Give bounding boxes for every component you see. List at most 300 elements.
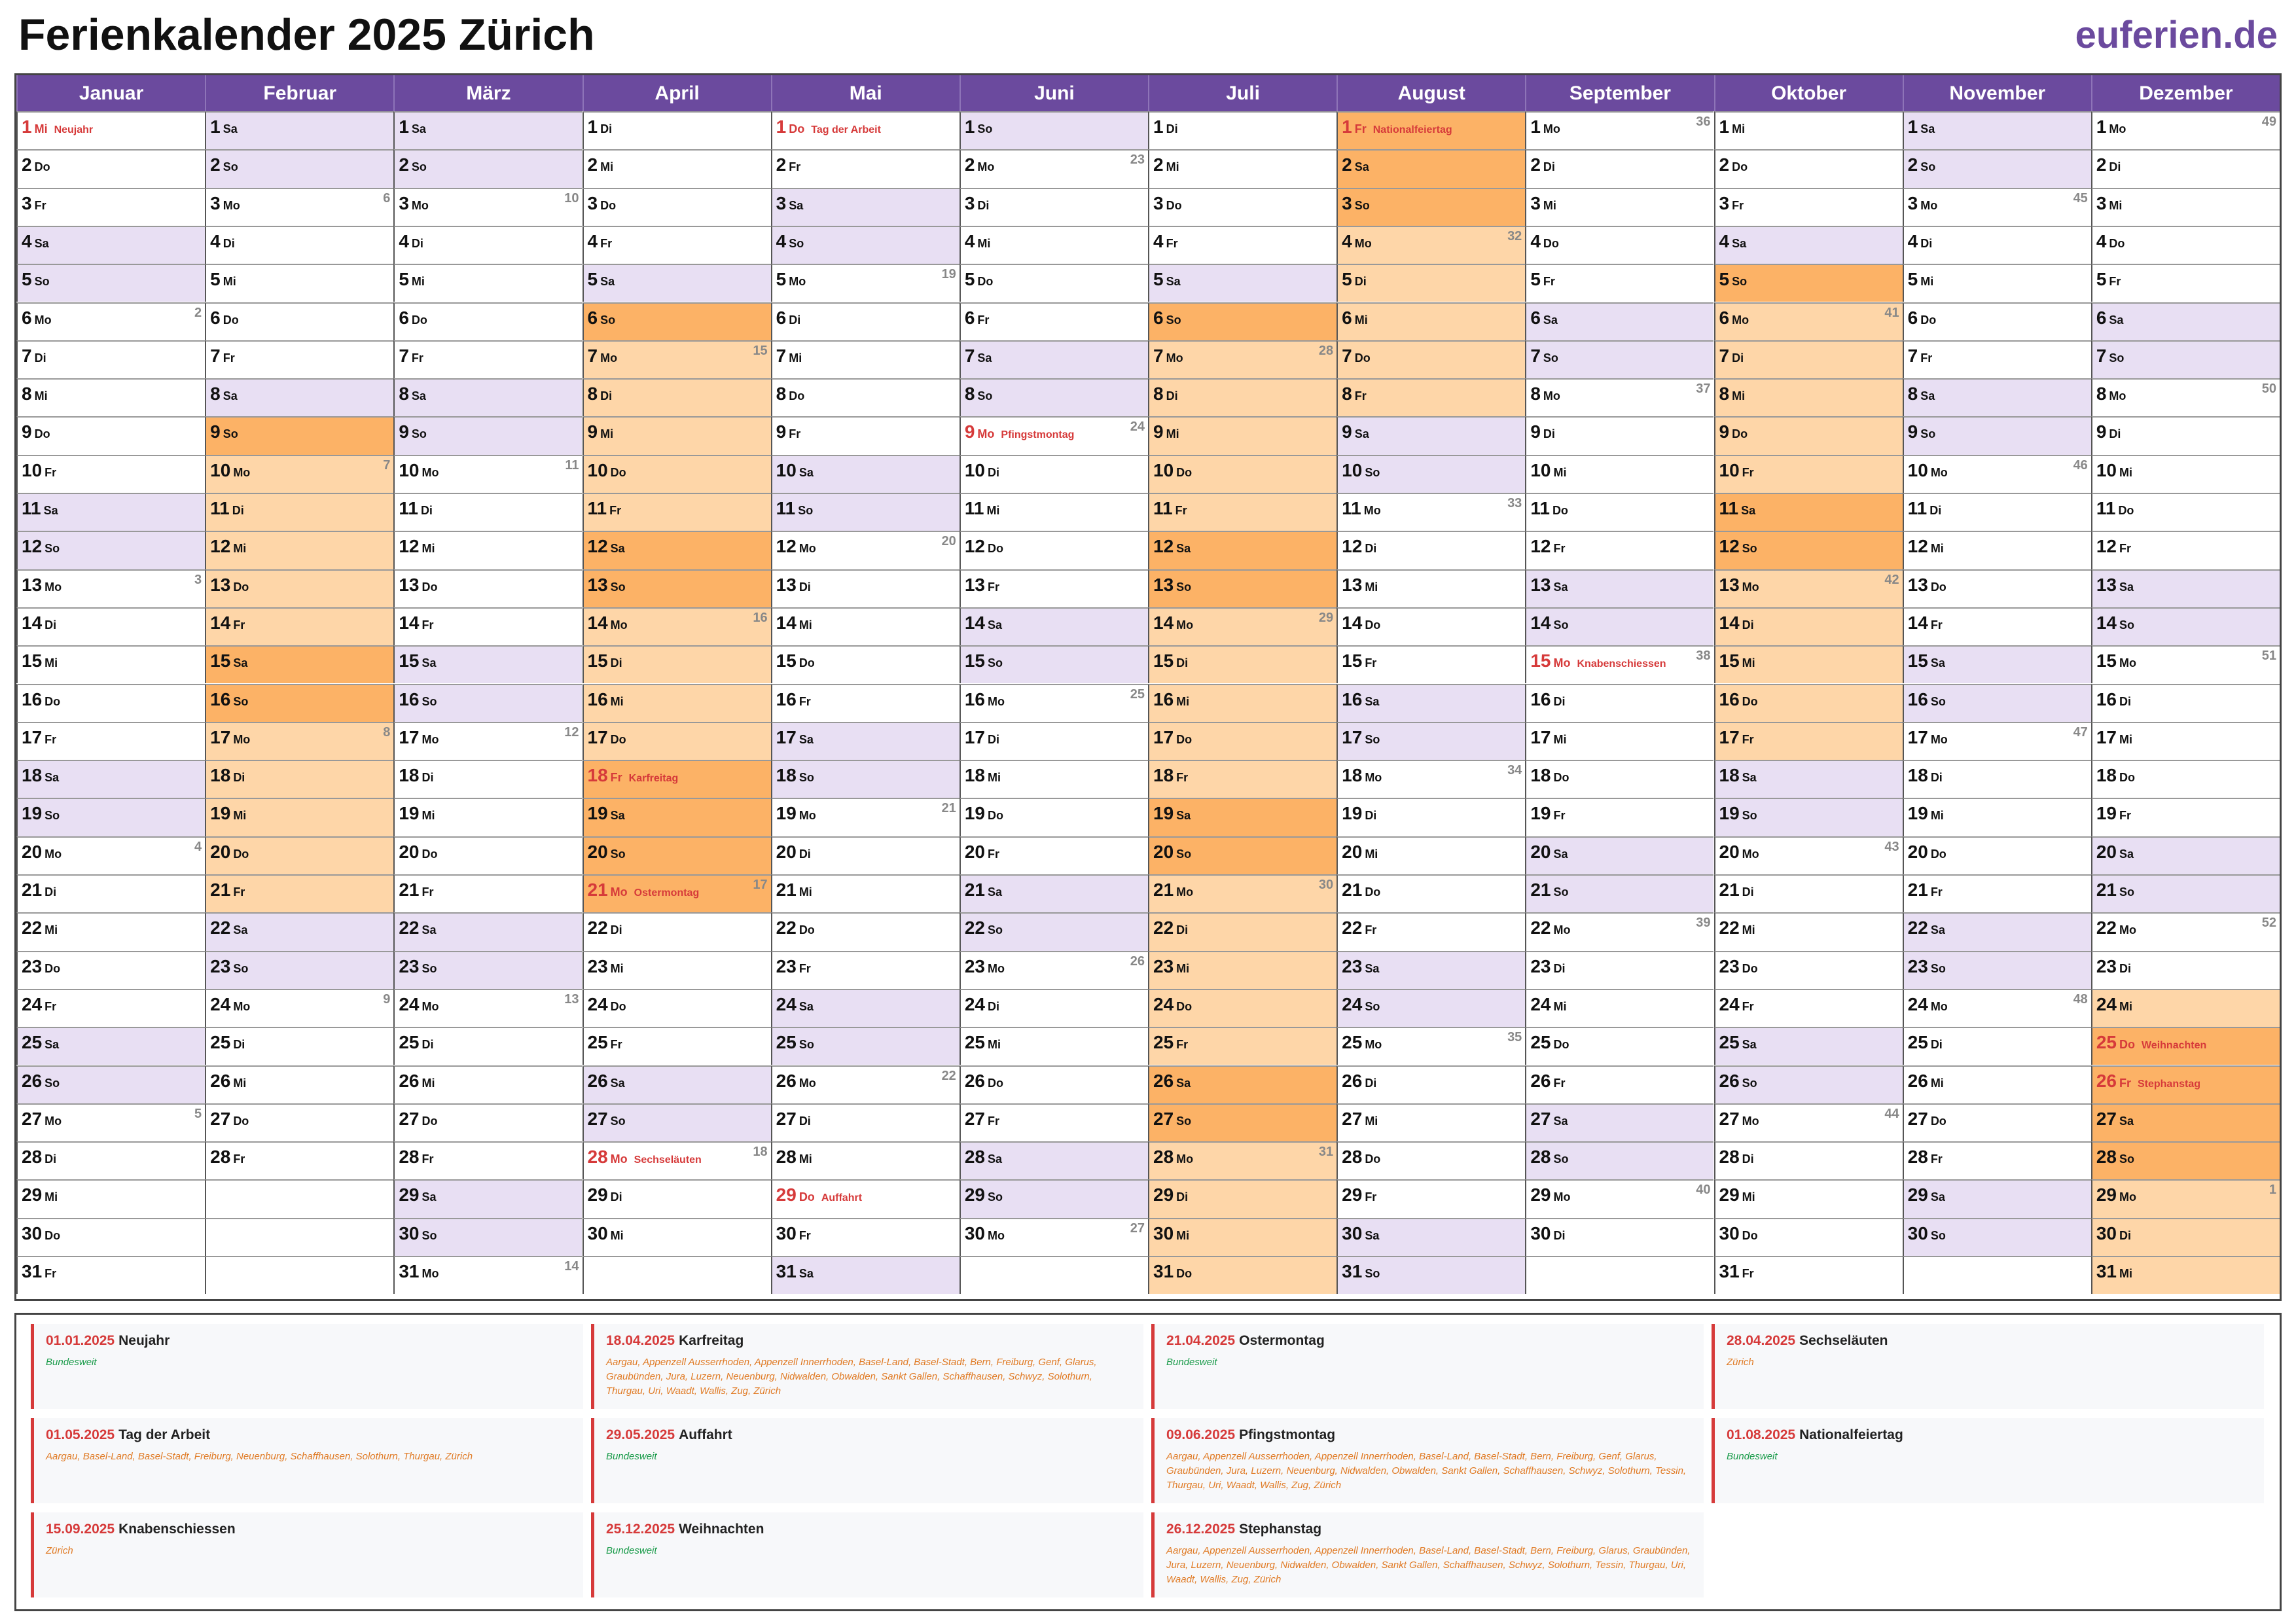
day-cell[interactable] [1525, 1141, 1713, 1179]
day-cell[interactable] [1525, 149, 1713, 187]
day-cell[interactable] [960, 989, 1148, 1027]
day-cell[interactable] [1903, 111, 2091, 149]
day-cell[interactable] [205, 226, 393, 264]
day-cell[interactable] [393, 264, 582, 302]
day-cell[interactable] [583, 1065, 771, 1103]
day-cell[interactable] [960, 264, 1148, 302]
day-cell[interactable] [1525, 760, 1713, 798]
day-cell[interactable] [16, 378, 205, 416]
holiday-day-cell[interactable] [1336, 111, 1525, 149]
day-cell[interactable] [205, 1027, 393, 1065]
day-cell[interactable] [1714, 684, 1903, 722]
day-cell[interactable] [1714, 607, 1903, 645]
day-cell[interactable] [1903, 1141, 2091, 1179]
day-cell[interactable] [205, 378, 393, 416]
day-cell[interactable] [2091, 798, 2280, 836]
day-cell[interactable] [1148, 951, 1336, 989]
day-cell[interactable] [16, 569, 205, 607]
day-cell[interactable] [1714, 302, 1903, 340]
day-cell[interactable] [1525, 226, 1713, 264]
day-cell[interactable] [205, 569, 393, 607]
brand-logo[interactable]: euferien.de [2075, 14, 2278, 56]
day-cell[interactable] [393, 874, 582, 912]
day-cell[interactable] [771, 226, 960, 264]
day-cell[interactable] [16, 722, 205, 760]
day-cell[interactable] [2091, 302, 2280, 340]
day-cell[interactable] [1336, 1065, 1525, 1103]
day-cell[interactable] [960, 226, 1148, 264]
day-cell[interactable] [1148, 302, 1336, 340]
day-cell[interactable] [1903, 645, 2091, 683]
day-cell[interactable] [1336, 264, 1525, 302]
day-cell[interactable] [1525, 264, 1713, 302]
day-cell[interactable] [1148, 1141, 1336, 1179]
day-cell[interactable] [1148, 1256, 1336, 1294]
day-cell[interactable] [1336, 912, 1525, 950]
day-cell[interactable] [393, 416, 582, 454]
day-cell[interactable] [2091, 1179, 2280, 1217]
day-cell[interactable] [393, 226, 582, 264]
day-cell[interactable] [1336, 493, 1525, 531]
day-cell[interactable] [1336, 607, 1525, 645]
day-cell[interactable] [771, 989, 960, 1027]
day-cell[interactable] [1525, 1065, 1713, 1103]
day-cell[interactable] [393, 1179, 582, 1217]
day-cell[interactable] [1714, 912, 1903, 950]
day-cell[interactable] [1336, 1141, 1525, 1179]
day-cell[interactable] [16, 340, 205, 378]
day-cell[interactable] [393, 1218, 582, 1256]
day-cell[interactable] [393, 836, 582, 874]
day-cell[interactable] [1903, 149, 2091, 187]
day-cell[interactable] [205, 645, 393, 683]
day-cell[interactable] [771, 455, 960, 493]
day-cell[interactable] [1148, 607, 1336, 645]
holiday-day-cell[interactable] [771, 111, 960, 149]
day-cell[interactable] [1903, 912, 2091, 950]
day-cell[interactable] [771, 1256, 960, 1294]
day-cell[interactable] [1148, 493, 1336, 531]
day-cell[interactable] [2091, 111, 2280, 149]
day-cell[interactable] [1525, 493, 1713, 531]
day-cell[interactable] [1903, 264, 2091, 302]
day-cell[interactable] [1525, 684, 1713, 722]
day-cell[interactable] [1903, 340, 2091, 378]
day-cell[interactable] [771, 416, 960, 454]
day-cell[interactable] [1525, 340, 1713, 378]
day-cell[interactable] [1714, 1065, 1903, 1103]
day-cell[interactable] [583, 722, 771, 760]
day-cell[interactable] [583, 1179, 771, 1217]
day-cell[interactable] [583, 1218, 771, 1256]
day-cell[interactable] [1148, 645, 1336, 683]
day-cell[interactable] [1903, 493, 2091, 531]
day-cell[interactable] [583, 645, 771, 683]
day-cell[interactable] [2091, 874, 2280, 912]
day-cell[interactable] [1714, 531, 1903, 569]
day-cell[interactable] [1525, 416, 1713, 454]
day-cell[interactable] [1714, 569, 1903, 607]
day-cell[interactable] [771, 493, 960, 531]
day-cell[interactable] [2091, 645, 2280, 683]
day-cell[interactable] [960, 302, 1148, 340]
day-cell[interactable] [583, 531, 771, 569]
day-cell[interactable] [771, 149, 960, 187]
day-cell[interactable] [771, 722, 960, 760]
day-cell[interactable] [2091, 340, 2280, 378]
day-cell[interactable] [1714, 760, 1903, 798]
day-cell[interactable] [1336, 760, 1525, 798]
day-cell[interactable] [16, 1179, 205, 1217]
day-cell[interactable] [205, 722, 393, 760]
holiday-day-cell[interactable] [960, 416, 1148, 454]
day-cell[interactable] [1148, 340, 1336, 378]
day-cell[interactable] [1714, 149, 1903, 187]
day-cell[interactable] [205, 874, 393, 912]
day-cell[interactable] [1336, 645, 1525, 683]
day-cell[interactable] [1525, 607, 1713, 645]
day-cell[interactable] [16, 912, 205, 950]
day-cell[interactable] [1148, 1065, 1336, 1103]
day-cell[interactable] [583, 607, 771, 645]
day-cell[interactable] [1336, 951, 1525, 989]
day-cell[interactable] [1148, 149, 1336, 187]
day-cell[interactable] [205, 416, 393, 454]
day-cell[interactable] [1148, 1103, 1336, 1141]
day-cell[interactable] [2091, 378, 2280, 416]
day-cell[interactable] [16, 1065, 205, 1103]
day-cell[interactable] [1148, 1218, 1336, 1256]
day-cell[interactable] [960, 798, 1148, 836]
day-cell[interactable] [1336, 1103, 1525, 1141]
day-cell[interactable] [2091, 493, 2280, 531]
day-cell[interactable] [1903, 226, 2091, 264]
day-cell[interactable] [960, 531, 1148, 569]
day-cell[interactable] [1148, 684, 1336, 722]
day-cell[interactable] [960, 760, 1148, 798]
day-cell[interactable] [1336, 226, 1525, 264]
day-cell[interactable] [583, 798, 771, 836]
day-cell[interactable] [583, 264, 771, 302]
day-cell[interactable] [1336, 455, 1525, 493]
day-cell[interactable] [771, 1103, 960, 1141]
day-cell[interactable] [205, 1141, 393, 1179]
day-cell[interactable] [1903, 416, 2091, 454]
day-cell[interactable] [205, 684, 393, 722]
day-cell[interactable] [1714, 455, 1903, 493]
day-cell[interactable] [1148, 111, 1336, 149]
day-cell[interactable] [960, 645, 1148, 683]
day-cell[interactable] [1903, 989, 2091, 1027]
day-cell[interactable] [771, 264, 960, 302]
day-cell[interactable] [771, 531, 960, 569]
day-cell[interactable] [1714, 645, 1903, 683]
day-cell[interactable] [1148, 1027, 1336, 1065]
day-cell[interactable] [583, 989, 771, 1027]
day-cell[interactable] [1525, 1179, 1713, 1217]
day-cell[interactable] [960, 912, 1148, 950]
day-cell[interactable] [583, 226, 771, 264]
day-cell[interactable] [960, 836, 1148, 874]
day-cell[interactable] [1336, 569, 1525, 607]
day-cell[interactable] [1148, 912, 1336, 950]
day-cell[interactable] [1714, 1141, 1903, 1179]
day-cell[interactable] [2091, 836, 2280, 874]
day-cell[interactable] [205, 340, 393, 378]
day-cell[interactable] [1903, 569, 2091, 607]
day-cell[interactable] [393, 455, 582, 493]
day-cell[interactable] [2091, 722, 2280, 760]
day-cell[interactable] [205, 188, 393, 226]
day-cell[interactable] [1336, 1256, 1525, 1294]
day-cell[interactable] [16, 264, 205, 302]
day-cell[interactable] [16, 989, 205, 1027]
day-cell[interactable] [1336, 188, 1525, 226]
day-cell[interactable] [1525, 798, 1713, 836]
day-cell[interactable] [771, 912, 960, 950]
day-cell[interactable] [2091, 1141, 2280, 1179]
day-cell[interactable] [1336, 989, 1525, 1027]
day-cell[interactable] [1525, 111, 1713, 149]
day-cell[interactable] [16, 1218, 205, 1256]
day-cell[interactable] [393, 684, 582, 722]
day-cell[interactable] [1903, 798, 2091, 836]
day-cell[interactable] [1903, 1027, 2091, 1065]
day-cell[interactable] [1525, 989, 1713, 1027]
day-cell[interactable] [205, 760, 393, 798]
day-cell[interactable] [1148, 531, 1336, 569]
day-cell[interactable] [205, 455, 393, 493]
day-cell[interactable] [393, 493, 582, 531]
day-cell[interactable] [1525, 302, 1713, 340]
day-cell[interactable] [1148, 1179, 1336, 1217]
day-cell[interactable] [205, 111, 393, 149]
day-cell[interactable] [1714, 226, 1903, 264]
day-cell[interactable] [583, 1027, 771, 1065]
day-cell[interactable] [393, 951, 582, 989]
day-cell[interactable] [205, 149, 393, 187]
day-cell[interactable] [1336, 416, 1525, 454]
holiday-day-cell[interactable] [583, 1141, 771, 1179]
day-cell[interactable] [16, 874, 205, 912]
day-cell[interactable] [2091, 684, 2280, 722]
day-cell[interactable] [205, 836, 393, 874]
day-cell[interactable] [1525, 531, 1713, 569]
day-cell[interactable] [16, 1256, 205, 1294]
day-cell[interactable] [1714, 493, 1903, 531]
day-cell[interactable] [1903, 1103, 2091, 1141]
day-cell[interactable] [583, 302, 771, 340]
day-cell[interactable] [1336, 1218, 1525, 1256]
day-cell[interactable] [16, 531, 205, 569]
day-cell[interactable] [1714, 111, 1903, 149]
day-cell[interactable] [393, 989, 582, 1027]
day-cell[interactable] [1525, 722, 1713, 760]
day-cell[interactable] [2091, 760, 2280, 798]
day-cell[interactable] [960, 1179, 1148, 1217]
day-cell[interactable] [393, 340, 582, 378]
day-cell[interactable] [1714, 1027, 1903, 1065]
day-cell[interactable] [2091, 912, 2280, 950]
day-cell[interactable] [1336, 340, 1525, 378]
day-cell[interactable] [205, 607, 393, 645]
day-cell[interactable] [205, 798, 393, 836]
day-cell[interactable] [960, 1141, 1148, 1179]
day-cell[interactable] [583, 912, 771, 950]
day-cell[interactable] [583, 836, 771, 874]
day-cell[interactable] [960, 874, 1148, 912]
day-cell[interactable] [2091, 455, 2280, 493]
day-cell[interactable] [583, 188, 771, 226]
day-cell[interactable] [2091, 951, 2280, 989]
day-cell[interactable] [2091, 1218, 2280, 1256]
day-cell[interactable] [771, 378, 960, 416]
day-cell[interactable] [771, 836, 960, 874]
day-cell[interactable] [1336, 1027, 1525, 1065]
day-cell[interactable] [1903, 684, 2091, 722]
day-cell[interactable] [1714, 798, 1903, 836]
day-cell[interactable] [2091, 188, 2280, 226]
holiday-day-cell[interactable] [583, 760, 771, 798]
day-cell[interactable] [2091, 569, 2280, 607]
day-cell[interactable] [583, 378, 771, 416]
day-cell[interactable] [583, 1103, 771, 1141]
day-cell[interactable] [771, 874, 960, 912]
day-cell[interactable] [205, 912, 393, 950]
day-cell[interactable] [960, 340, 1148, 378]
holiday-day-cell[interactable] [583, 874, 771, 912]
day-cell[interactable] [16, 226, 205, 264]
day-cell[interactable] [1903, 531, 2091, 569]
day-cell[interactable] [583, 111, 771, 149]
day-cell[interactable] [205, 531, 393, 569]
day-cell[interactable] [16, 1141, 205, 1179]
day-cell[interactable] [2091, 607, 2280, 645]
day-cell[interactable] [16, 607, 205, 645]
day-cell[interactable] [393, 378, 582, 416]
day-cell[interactable] [1525, 874, 1713, 912]
day-cell[interactable] [1903, 378, 2091, 416]
day-cell[interactable] [1714, 951, 1903, 989]
day-cell[interactable] [1148, 226, 1336, 264]
day-cell[interactable] [393, 111, 582, 149]
day-cell[interactable] [771, 798, 960, 836]
day-cell[interactable] [16, 1027, 205, 1065]
day-cell[interactable] [1148, 722, 1336, 760]
day-cell[interactable] [960, 569, 1148, 607]
day-cell[interactable] [1714, 1179, 1903, 1217]
day-cell[interactable] [16, 836, 205, 874]
day-cell[interactable] [1714, 1103, 1903, 1141]
day-cell[interactable] [16, 416, 205, 454]
day-cell[interactable] [960, 1103, 1148, 1141]
day-cell[interactable] [1714, 989, 1903, 1027]
day-cell[interactable] [16, 684, 205, 722]
holiday-day-cell[interactable] [771, 1179, 960, 1217]
day-cell[interactable] [771, 1218, 960, 1256]
day-cell[interactable] [1148, 989, 1336, 1027]
day-cell[interactable] [393, 531, 582, 569]
day-cell[interactable] [771, 302, 960, 340]
day-cell[interactable] [2091, 1256, 2280, 1294]
day-cell[interactable] [1336, 531, 1525, 569]
day-cell[interactable] [771, 607, 960, 645]
day-cell[interactable] [1148, 264, 1336, 302]
day-cell[interactable] [16, 302, 205, 340]
day-cell[interactable] [1148, 188, 1336, 226]
day-cell[interactable] [205, 989, 393, 1027]
day-cell[interactable] [205, 493, 393, 531]
day-cell[interactable] [583, 340, 771, 378]
day-cell[interactable] [1714, 836, 1903, 874]
day-cell[interactable] [1525, 1103, 1713, 1141]
day-cell[interactable] [583, 416, 771, 454]
day-cell[interactable] [1714, 1218, 1903, 1256]
day-cell[interactable] [1903, 1218, 2091, 1256]
day-cell[interactable] [960, 188, 1148, 226]
day-cell[interactable] [1903, 1179, 2091, 1217]
day-cell[interactable] [393, 149, 582, 187]
day-cell[interactable] [1148, 378, 1336, 416]
day-cell[interactable] [583, 569, 771, 607]
day-cell[interactable] [1336, 149, 1525, 187]
day-cell[interactable] [16, 455, 205, 493]
day-cell[interactable] [1148, 416, 1336, 454]
day-cell[interactable] [2091, 226, 2280, 264]
day-cell[interactable] [393, 760, 582, 798]
day-cell[interactable] [1148, 760, 1336, 798]
day-cell[interactable] [205, 302, 393, 340]
day-cell[interactable] [771, 569, 960, 607]
day-cell[interactable] [1525, 455, 1713, 493]
day-cell[interactable] [583, 951, 771, 989]
day-cell[interactable] [1525, 836, 1713, 874]
day-cell[interactable] [1903, 760, 2091, 798]
day-cell[interactable] [960, 1027, 1148, 1065]
day-cell[interactable] [393, 569, 582, 607]
holiday-day-cell[interactable] [2091, 1065, 2280, 1103]
day-cell[interactable] [393, 1065, 582, 1103]
day-cell[interactable] [2091, 149, 2280, 187]
day-cell[interactable] [771, 951, 960, 989]
day-cell[interactable] [771, 340, 960, 378]
day-cell[interactable] [960, 951, 1148, 989]
day-cell[interactable] [1714, 340, 1903, 378]
day-cell[interactable] [771, 1065, 960, 1103]
day-cell[interactable] [2091, 264, 2280, 302]
day-cell[interactable] [393, 1141, 582, 1179]
day-cell[interactable] [2091, 989, 2280, 1027]
day-cell[interactable] [1525, 1027, 1713, 1065]
day-cell[interactable] [583, 149, 771, 187]
day-cell[interactable] [16, 149, 205, 187]
day-cell[interactable] [393, 912, 582, 950]
day-cell[interactable] [771, 760, 960, 798]
day-cell[interactable] [205, 1103, 393, 1141]
day-cell[interactable] [1148, 836, 1336, 874]
day-cell[interactable] [2091, 416, 2280, 454]
day-cell[interactable] [1903, 302, 2091, 340]
day-cell[interactable] [16, 645, 205, 683]
day-cell[interactable] [1336, 378, 1525, 416]
day-cell[interactable] [16, 1103, 205, 1141]
day-cell[interactable] [1148, 798, 1336, 836]
day-cell[interactable] [1148, 874, 1336, 912]
day-cell[interactable] [1148, 455, 1336, 493]
day-cell[interactable] [1525, 1218, 1713, 1256]
day-cell[interactable] [771, 188, 960, 226]
day-cell[interactable] [1714, 1256, 1903, 1294]
